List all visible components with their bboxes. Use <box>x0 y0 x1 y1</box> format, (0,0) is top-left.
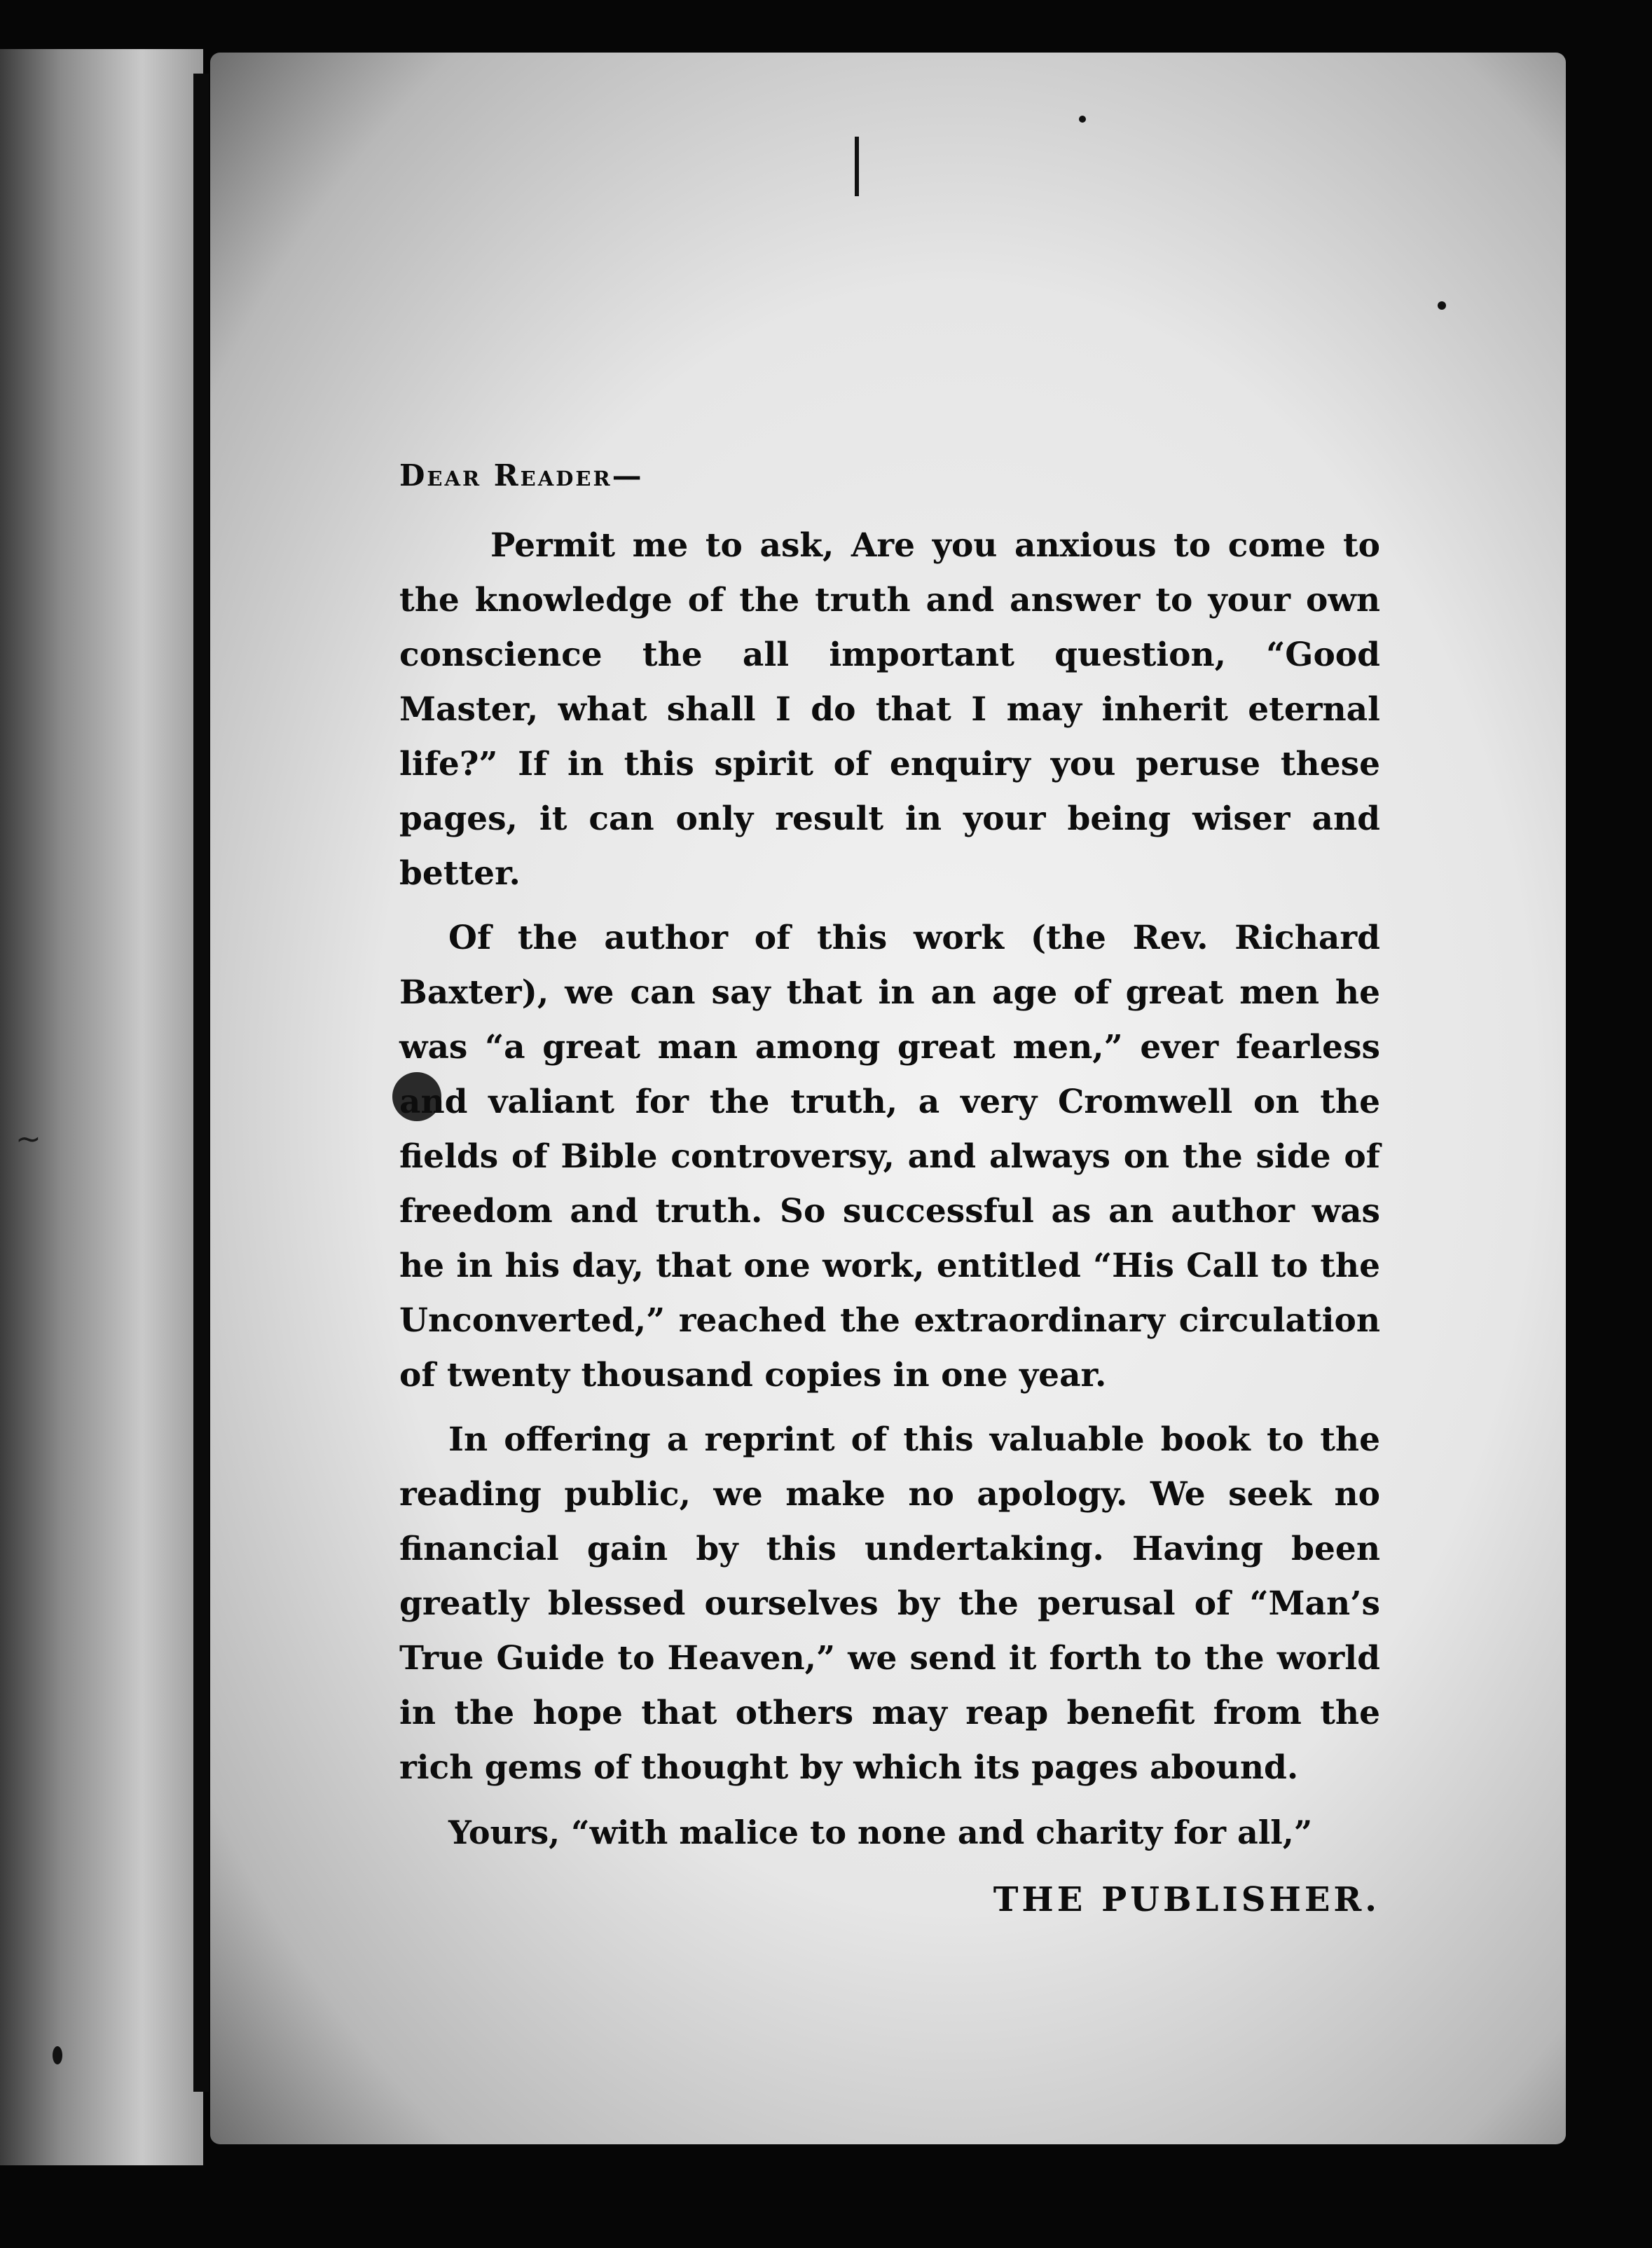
facing-page-edge <box>0 49 203 2165</box>
book-spine <box>193 74 209 2092</box>
letter-body <box>399 448 1380 1961</box>
paragraph-3: In offering a reprint of this valuable book to the reading public, we make no apology. We seek no financial gain by this undertaking. Having been greatly blessed ourselves by the perusal of “Man’s True Guide to Heaven,” we send it forth to the world in the hope that others may reap benefit from the rich gems of thought by which its pages abound. <box>399 1420 1380 1787</box>
salutation: Dear Reader— <box>399 458 644 493</box>
paragraph-2: Of the author of this work (the Rev. Richard Baxter), we can say that in an age of great men he was “a great man among great men,” ever fearless and valiant for the truth, a very Cromwell on the fields of Bible controversy, and always on the side of freedom and truth. So successful as an author was he in his day, that one work, entitled “His Call to the Unconverted,” reached the extraordinary circulation of twenty thousand copies in one year. <box>399 919 1380 1394</box>
margin-scribble: ~ <box>15 1121 41 1157</box>
ink-speck <box>1079 116 1086 123</box>
ink-speck <box>53 2046 62 2064</box>
signature: THE PUBLISHER. <box>993 1880 1380 1919</box>
paragraph-1: Permit me to ask, Are you anxious to come to the knowledge of the truth and answer to your own conscience the all important question, “Good Master, what shall I do that I may inherit eternal life?” If in this spirit of enquiry you peruse these pages, it can only result in your being wiser and better. <box>399 526 1380 893</box>
ink-speck <box>1438 301 1446 310</box>
closing-line: Yours, “with malice to none and charity for all,” <box>448 1814 1313 1851</box>
ink-speck <box>855 137 859 196</box>
